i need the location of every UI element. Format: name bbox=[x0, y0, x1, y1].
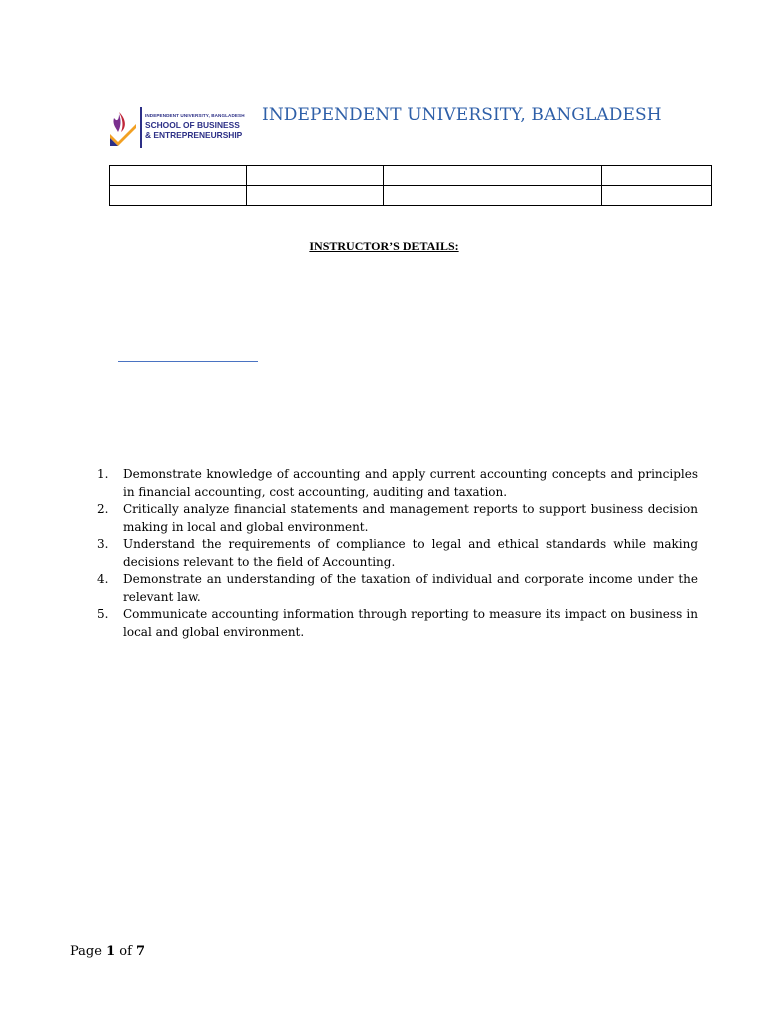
link-underline bbox=[118, 361, 258, 362]
logo-divider bbox=[140, 107, 142, 148]
table-cell bbox=[110, 166, 247, 186]
list-item-text: Demonstrate an understanding of the taxation of individual and corporate income under the relevant law. bbox=[123, 572, 698, 604]
table-cell bbox=[383, 166, 602, 186]
list-item-text: Understand the requirements of compliance to legal and ethical standards while making decisions relevant to the field of Accounting. bbox=[123, 537, 698, 569]
of-word: of bbox=[119, 944, 132, 959]
table-row bbox=[110, 186, 712, 206]
total-pages-number: 7 bbox=[136, 944, 146, 959]
list-item bbox=[94, 501, 698, 536]
flame-logo-icon bbox=[108, 108, 138, 148]
learning-objectives-list bbox=[94, 466, 698, 641]
logo-university-name: INDEPENDENT UNIVERSITY, BANGLADESH bbox=[145, 113, 245, 118]
list-item-text: Demonstrate knowledge of accounting and apply current accounting concepts and principles in financial accounting, cost accounting, auditing and taxation. bbox=[123, 467, 698, 499]
list-item bbox=[94, 466, 698, 501]
page-footer bbox=[70, 944, 145, 959]
list-number: 4. bbox=[97, 572, 109, 586]
table-cell bbox=[110, 186, 247, 206]
list-item-text: Communicate accounting information through reporting to measure its impact on business in local and global environment. bbox=[123, 607, 698, 639]
list-item bbox=[94, 606, 698, 641]
list-number: 3. bbox=[97, 537, 109, 551]
table-cell bbox=[246, 186, 383, 206]
logo-school-name: SCHOOL OF BUSINESS bbox=[145, 120, 240, 130]
list-item bbox=[94, 536, 698, 571]
list-number: 2. bbox=[97, 502, 109, 516]
instructor-details-heading: INSTRUCTOR’S DETAILS: bbox=[309, 239, 459, 253]
list-number: 5. bbox=[97, 607, 109, 621]
university-title: INDEPENDENT UNIVERSITY, BANGLADESH bbox=[262, 105, 662, 125]
table-row bbox=[110, 166, 712, 186]
table-cell bbox=[602, 166, 712, 186]
logo-school-name-2: & ENTREPRENEURSHIP bbox=[145, 130, 243, 140]
current-page-number: 1 bbox=[106, 944, 116, 959]
list-item-text: Critically analyze financial statements and management reports to support business decision making in local and global environment. bbox=[123, 502, 698, 534]
table-cell bbox=[383, 186, 602, 206]
school-logo bbox=[108, 106, 243, 150]
table-cell bbox=[602, 186, 712, 206]
list-number: 1. bbox=[97, 467, 109, 481]
course-info-table bbox=[109, 165, 712, 206]
list-item bbox=[94, 571, 698, 606]
table-cell bbox=[246, 166, 383, 186]
page-word: Page bbox=[70, 944, 102, 959]
